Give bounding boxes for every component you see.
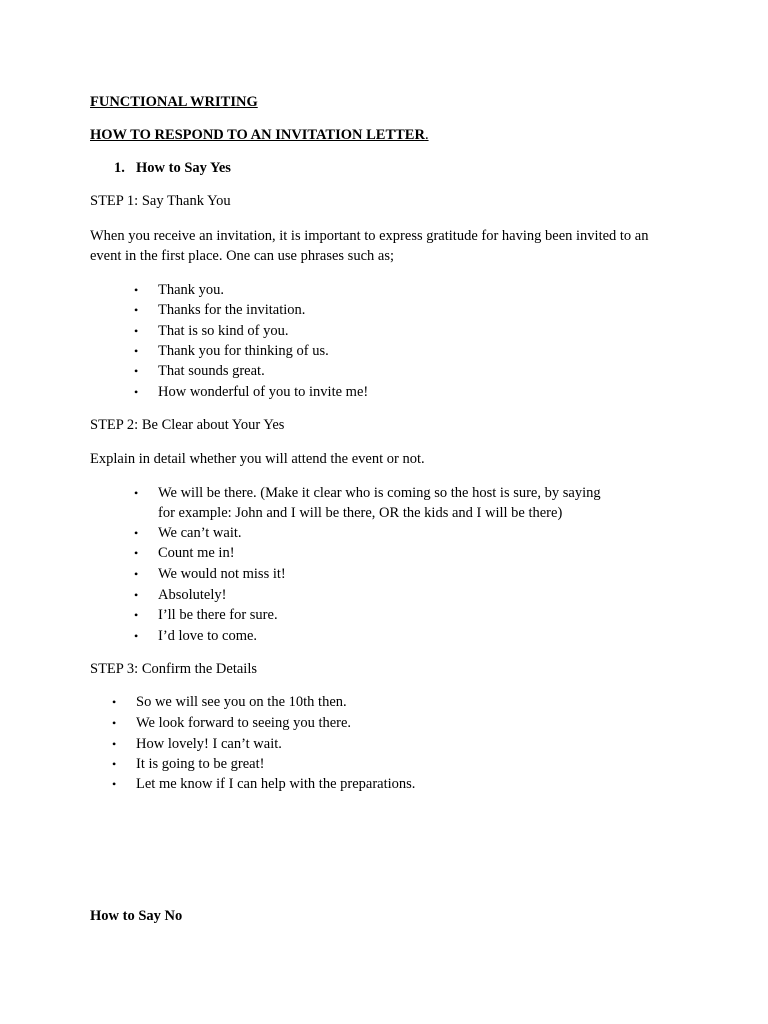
step2-paragraph: Explain in detail whether you will attend the event or not. bbox=[90, 451, 425, 467]
bullet: • bbox=[112, 716, 117, 730]
list-item: How wonderful of you to invite me! bbox=[158, 384, 369, 400]
step1-paragraph-line2: event in the first place. One can use phrases such as; bbox=[90, 248, 394, 264]
bullet: • bbox=[134, 283, 139, 297]
bullet: • bbox=[112, 737, 117, 751]
list-item: Absolutely! bbox=[158, 587, 227, 603]
list-item: I’ll be there for sure. bbox=[158, 607, 278, 623]
bullet: • bbox=[134, 629, 139, 643]
bullet: • bbox=[112, 695, 117, 709]
list-item: Let me know if I can help with the preparations. bbox=[136, 776, 416, 792]
list-item: We would not miss it! bbox=[158, 566, 286, 582]
section-heading-say-yes: How to Say Yes bbox=[136, 160, 231, 176]
bullet: • bbox=[134, 364, 139, 378]
bullet: • bbox=[134, 303, 139, 317]
bullet: • bbox=[134, 385, 139, 399]
bullet: • bbox=[112, 757, 117, 771]
list-item-continuation: for example: John and I will be there, OR the kids and I will be there) bbox=[158, 505, 563, 521]
list-item: Thanks for the invitation. bbox=[158, 302, 306, 318]
list-item: How lovely! I can’t wait. bbox=[136, 736, 282, 752]
section-number: 1. bbox=[114, 160, 125, 176]
bullet: • bbox=[112, 777, 117, 791]
list-item: Thank you for thinking of us. bbox=[158, 343, 329, 359]
bullet: • bbox=[134, 324, 139, 338]
bullet: • bbox=[134, 567, 139, 581]
list-item: That sounds great. bbox=[158, 363, 265, 379]
list-item: We will be there. (Make it clear who is coming so the host is sure, by saying bbox=[158, 485, 601, 501]
bullet: • bbox=[134, 344, 139, 358]
section-heading-say-no: How to Say No bbox=[90, 908, 183, 924]
bullet: • bbox=[134, 588, 139, 602]
list-item: I’d love to come. bbox=[158, 628, 258, 644]
step3-heading: STEP 3: Confirm the Details bbox=[90, 661, 258, 677]
list-item: We look forward to seeing you there. bbox=[136, 715, 352, 731]
bullet: • bbox=[134, 546, 139, 560]
step1-paragraph-line1: When you receive an invitation, it is important to express gratitude for having been invited to an bbox=[90, 228, 649, 244]
step2-heading: STEP 2: Be Clear about Your Yes bbox=[90, 417, 285, 433]
document-title: FUNCTIONAL WRITING bbox=[90, 94, 258, 110]
bullet: • bbox=[134, 526, 139, 540]
bullet: • bbox=[134, 486, 139, 500]
list-item: Count me in! bbox=[158, 545, 235, 561]
bullet: • bbox=[134, 608, 139, 622]
list-item: That is so kind of you. bbox=[158, 323, 289, 339]
list-item: Thank you. bbox=[158, 282, 225, 298]
subtitle-period: . bbox=[424, 127, 429, 143]
list-item: We can’t wait. bbox=[158, 525, 242, 541]
step1-heading: STEP 1: Say Thank You bbox=[90, 193, 231, 209]
list-item: It is going to be great! bbox=[136, 756, 265, 772]
document-subtitle bbox=[90, 125, 429, 145]
subtitle-text: HOW TO RESPOND TO AN INVITATION LETTER bbox=[90, 127, 425, 143]
list-item: So we will see you on the 10th then. bbox=[136, 694, 347, 710]
